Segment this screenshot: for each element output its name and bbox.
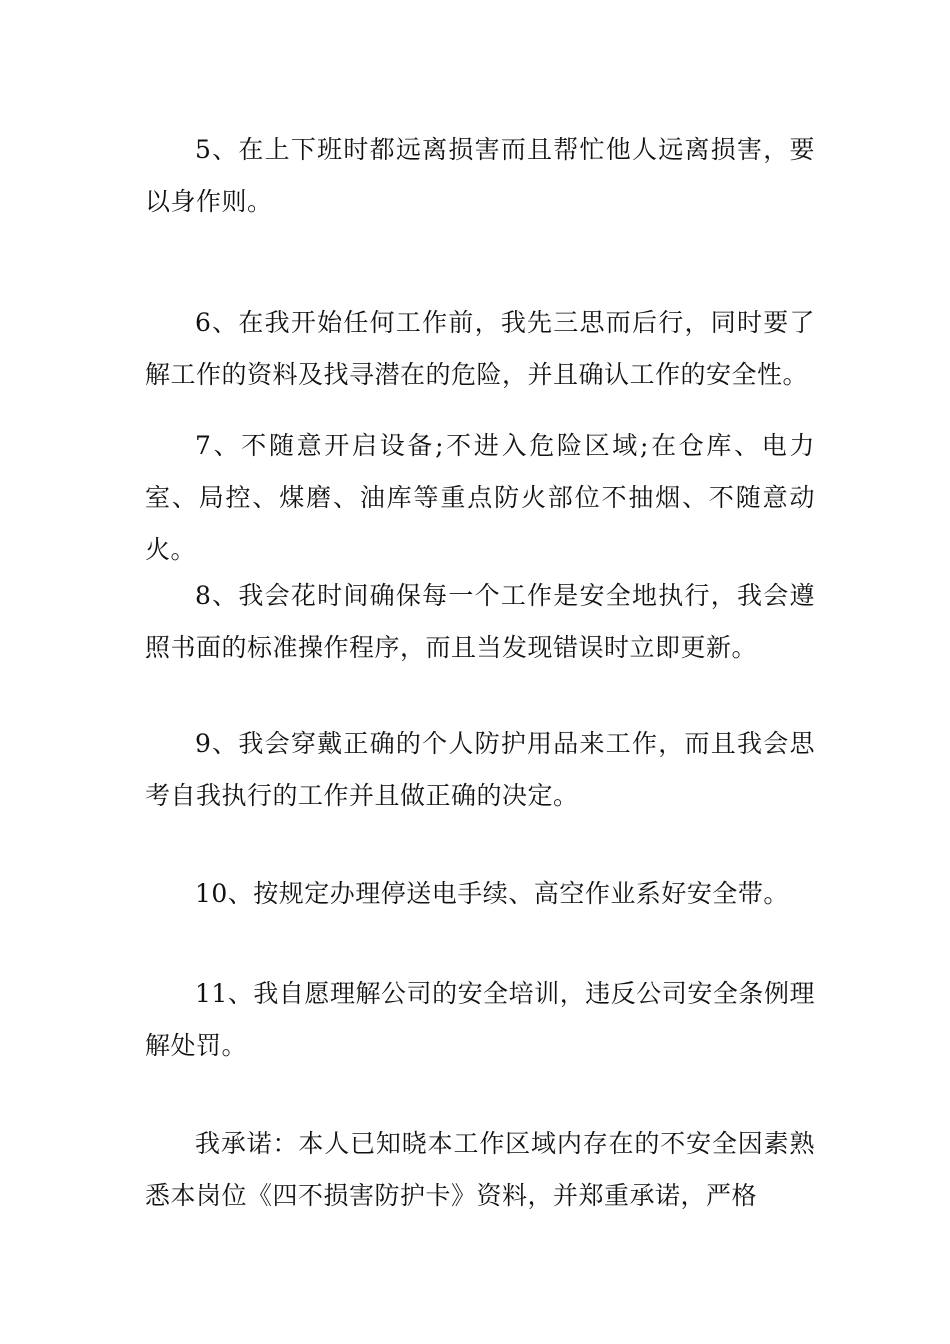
paragraph-item-11: 11、我自愿理解公司的安全培训，违反公司安全条例理解处罚。 [145, 979, 815, 1060]
paragraph-item-7: 7、不随意开启设备;不进入危险区域;在仓库、电力室、局控、煤磨、油库等重点防火部位不抽烟、不随意动火。 [145, 431, 815, 564]
paragraph-item-8: 8、我会花时间确保每一个工作是安全地执行，我会遵照书面的标准操作程序，而且当发现错误时立即更新。 [145, 581, 815, 662]
paragraph-item-6: 6、在我开始任何工作前，我先三思而后行，同时要了解工作的资料及找寻潜在的危险，并且确认工作的安全性。 [145, 308, 815, 389]
paragraph-item-5: 5、在上下班时都远离损害而且帮忙他人远离损害，要以身作则。 [145, 135, 815, 216]
paragraph-item-10: 10、按规定办理停送电手续、高空作业系好安全带。 [195, 879, 789, 908]
commitment-paragraph: 我承诺：本人已知晓本工作区域内存在的不安全因素熟悉本岗位《四不损害防护卡》资料，并郑重承诺，严格 [145, 1129, 815, 1210]
paragraph-item-9: 9、我会穿戴正确的个人防护用品来工作，而且我会思考自我执行的工作并且做正确的决定。 [145, 729, 815, 810]
